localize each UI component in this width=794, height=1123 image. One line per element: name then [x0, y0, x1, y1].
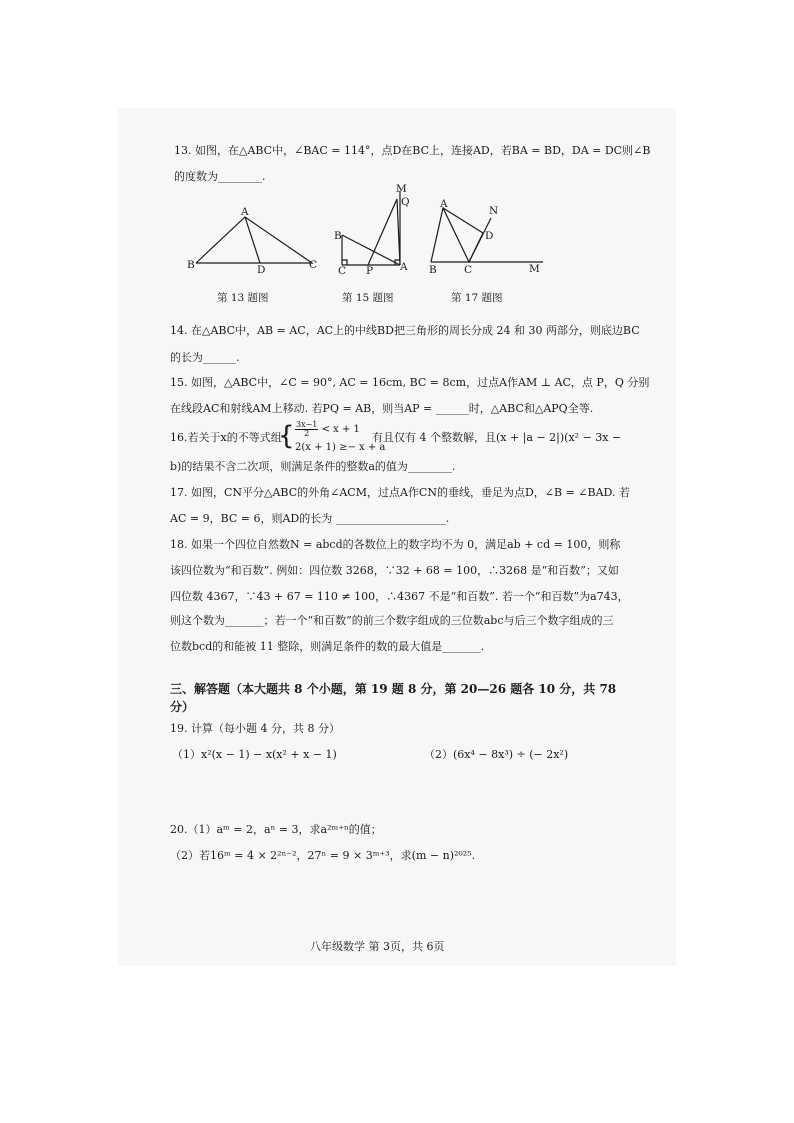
system-brace: { — [278, 421, 295, 451]
fig13-label-b: B — [187, 259, 195, 271]
q16-line2: b)的结果不含二次项，则满足条件的整数a的值为________. — [170, 460, 456, 473]
fig15-label-m: M — [396, 183, 407, 195]
q13-line2: 的度数为________. — [174, 170, 266, 183]
q16-frac-num: 3x−1 — [296, 420, 318, 429]
caption-fig13: 第 13 题图 — [217, 292, 269, 304]
q18-line2: 该四位数为“和百数”. 例如：四位数 3268，∵32 + 68 = 100，∴3268 是“和百数”；又如 — [170, 564, 619, 577]
q19-title: 19. 计算（每小题 4 分，共 8 分） — [170, 722, 340, 735]
q16-ineq1 — [295, 421, 360, 438]
caption-fig15: 第 15 题图 — [342, 292, 394, 304]
fig17-label-c: C — [464, 264, 473, 276]
q16-ineq1-rest: < x + 1 — [321, 424, 360, 435]
section3-heading-line1: 三、解答题（本大题共 8 个小题，第 19 题 8 分，第 20—26 题各 10 分，共 78 — [170, 682, 617, 696]
q18-line1: 18. 如果一个四位自然数N = abcd的各数位上的数字均不为 0，满足ab + cd = 100，则称 — [170, 538, 621, 551]
q14-line2: 的长为______. — [170, 351, 240, 364]
q18-line5: 位数bcd的和能被 11 整除，则满足条件的数的最大值是_______. — [170, 640, 485, 653]
q20-part2: （2）若16ᵐ = 4 × 2²ⁿ⁻²，27ⁿ = 9 × 3ᵐ⁺³，求(m − n)²⁰²⁵. — [170, 849, 476, 862]
q18-line4: 则这个数为_______；若一个“和百数”的前三个数字组成的三位数abc与后三个数字组成的三 — [170, 614, 614, 627]
fig13-label-a: A — [241, 206, 249, 218]
figure-13 — [180, 205, 330, 275]
q17-line2: AC = 9，BC = 6，则AD的长为 ____________________. — [170, 512, 450, 525]
fig15-label-q: Q — [401, 196, 410, 208]
q15-line2: 在线段AC和射线AM上移动. 若PQ = AB，则当AP = ______时，△ABC和△APQ全等. — [170, 402, 594, 415]
q13-line1: 13. 如图，在△ABC中，∠BAC = 114°，点D在BC上，连接AD，若BA = BD，DA = DC则∠B — [174, 144, 651, 157]
fig17-label-a: A — [440, 198, 448, 210]
q16-prefix: 16.若关于x的不等式组 — [170, 431, 282, 444]
q16-frac-den: 2 — [304, 429, 310, 438]
q17-line1: 17. 如图，CN平分△ABC的外角∠ACM，过点A作CN的垂线，垂足为点D，∠B = ∠BAD. 若 — [170, 486, 630, 499]
fig15-label-b: B — [334, 230, 342, 242]
section3-heading-line2: 分） — [170, 700, 195, 714]
q19-part2: （2）(6x⁴ − 8x³) ÷ (− 2x²) — [424, 748, 569, 761]
fig13-label-d: D — [257, 264, 266, 276]
fig15-label-p: P — [366, 265, 374, 277]
fig15-label-a: A — [400, 261, 408, 273]
fig17-label-d: D — [485, 230, 494, 242]
fig15-label-c: C — [338, 265, 347, 277]
fig17-label-b: B — [429, 264, 437, 276]
fig17-label-n: N — [489, 205, 499, 217]
fig17-label-m: M — [529, 263, 540, 275]
q19-part1: （1）x²(x − 1) − x(x² + x − 1) — [172, 748, 337, 761]
q15-line1: 15. 如图，△ABC中，∠C = 90°, AC = 16cm, BC = 8cm，过点A作AM ⊥ AC，点 P，Q 分别 — [170, 376, 650, 389]
fig13-label-c: C — [309, 259, 318, 271]
page-footer: 八年级数学 第 3页，共 6页 — [310, 940, 445, 953]
q14-line1: 14. 在△ABC中，AB = AC，AC上的中线BD把三角形的周长分成 24 和 30 两部分，则底边BC — [170, 324, 640, 337]
q16-ineq2: 2(x + 1) ≥− x + a — [295, 442, 386, 453]
caption-fig17: 第 17 题图 — [451, 292, 503, 304]
q16-suffix: 有且仅有 4 个整数解，且(x + |a − 2|)(x² − 3x − — [372, 431, 622, 444]
q18-line3: 四位数 4367，∵43 + 67 = 110 ≠ 100，∴4367 不是“和百数”. 若一个“和百数”为a743， — [170, 590, 629, 603]
q20-part1: 20.（1）aᵐ = 2，aⁿ = 3，求a²ᵐ⁺ⁿ的值； — [170, 823, 382, 836]
